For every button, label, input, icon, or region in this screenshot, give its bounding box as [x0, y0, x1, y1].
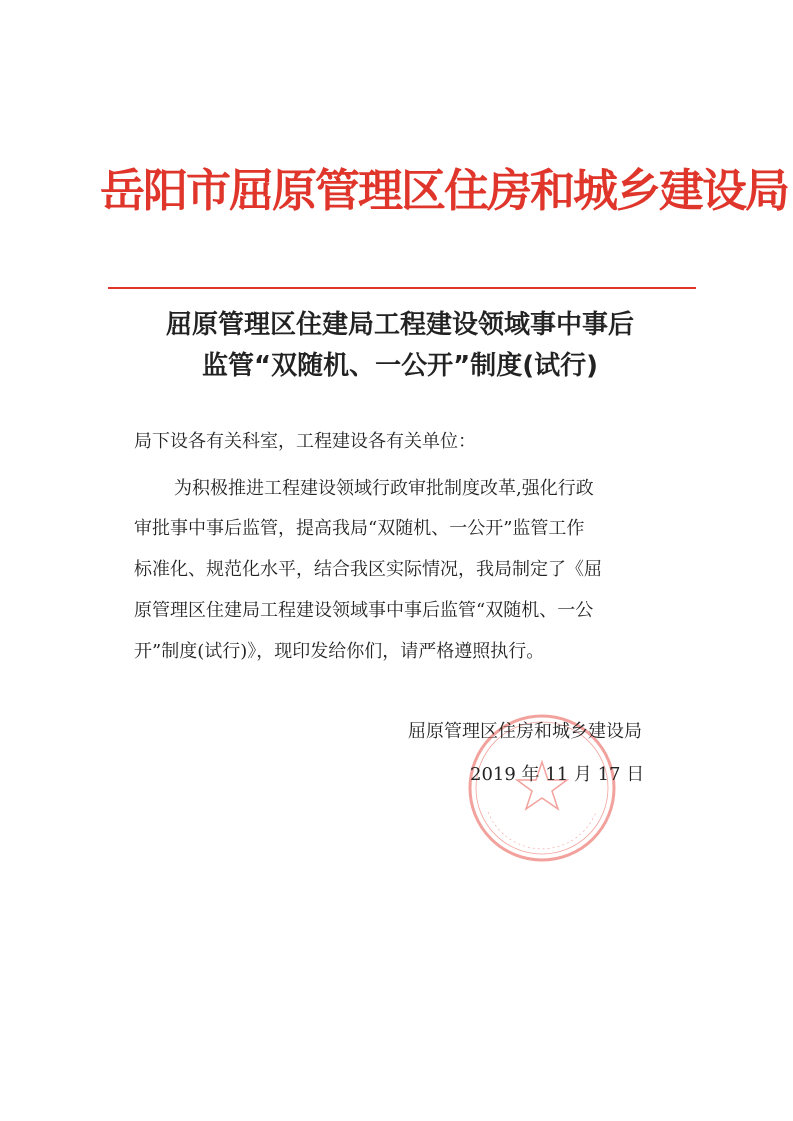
- document-title-line-2: 监管“双随机、一公开”制度(试行): [202, 351, 598, 381]
- letterhead-divider: [108, 287, 696, 289]
- body-line-4: 原管理区住建局工程建设领域事中事后监管“双随机、一公: [134, 600, 594, 621]
- issue-date: 2019 年 11 月 17 日: [470, 764, 645, 785]
- letterhead-title: 岳阳市屈原管理区住房和城乡建设局: [100, 164, 789, 217]
- salutation: 局下设各有关科室，工程建设各有关单位：: [134, 431, 476, 452]
- body-line-5: 开”制度(试行)》，现印发给你们，请严格遵照执行。: [134, 641, 545, 662]
- body-line-1: 为积极推进工程建设领域行政审批制度改革,强化行政: [174, 478, 594, 499]
- document-title-line-1: 屈原管理区住建局工程建设领域事中事后: [165, 310, 634, 340]
- body-line-3: 标准化、规范化水平，结合我区实际情况，我局制定了《屈: [134, 559, 602, 580]
- body-line-2: 审批事中事后监管，提高我局“双随机、一公开”监管工作: [134, 518, 585, 539]
- issuer-signature: 屈原管理区住房和城乡建设局: [408, 721, 642, 742]
